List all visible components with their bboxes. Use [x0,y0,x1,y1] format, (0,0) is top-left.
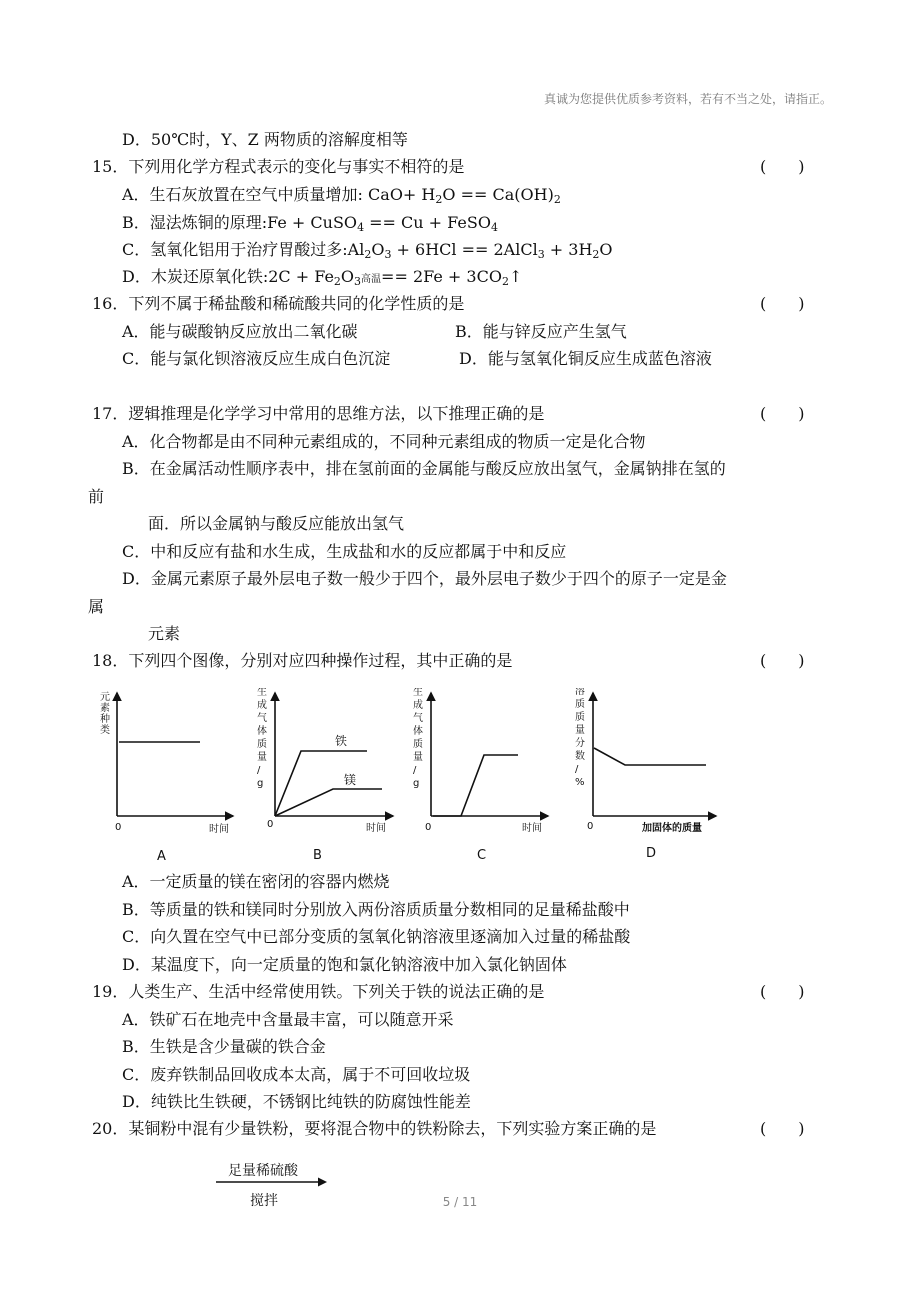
ylab-d-char: 量 [575,725,585,736]
q17-option-c: C．中和反应有盐和水生成，生成盐和水的反应都属于中和反应 [122,542,567,561]
q16-option-c: C．能与氯化钡溶液反应生成白色沉淀 [122,349,391,368]
q17-option-d: D．金属元素原子最外层电子数一般少于四个，最外层电子数少于四个的原子一定是金 [122,569,727,588]
q15-option-c: C．氢氧化铝用于治疗胃酸过多$:Al_2O_3 + 6HCl$ == 2AlCl$_3$ + $3H_2O$ [122,240,613,261]
graph-b-iron-label: 铁 [335,734,348,748]
q18-option-a: A．一定质量的镁在密闭的容器内燃烧 [122,872,390,891]
q16-stem: 16．下列不属于稀盐酸和稀硫酸共同的化学性质的是 [92,294,465,313]
graph-d-origin: 0 [587,821,594,832]
q20-answer-blank: ( ) [760,1119,805,1138]
q19-option-a: A．铁矿石在地壳中含量最丰富，可以随意开采 [122,1010,454,1029]
ylab-d-char: % [575,777,585,788]
ylab-c-char: 量 [413,752,423,763]
ylab-d-char: 质 [575,699,585,710]
q17-stem: 17．逻辑推理是化学学习中常用的思维方法，以下推理正确的是 [92,404,545,423]
q17-option-d-wrap: 属 [88,597,105,616]
graph-b-y-label [257,688,267,789]
ylab-d-char: / [575,764,579,775]
q19-option-c: C．废弃铁制品回收成本太高，属于不可回收垃圾 [122,1065,471,1084]
q16-option-b: B．能与锌反应产生氢气 [455,322,627,341]
graph-c-caption: C [477,848,487,863]
q18-option-d: D．某温度下，向一定质量的饱和氯化钠溶液中加入氯化钠固体 [122,955,567,974]
q20-reaction-arrow [214,1176,334,1188]
ylab-b-char: g [257,778,264,789]
graph-a-x-label: 时间 [209,824,229,835]
ylab-b-char: / [257,765,261,776]
q15-option-a: A．生石灰放置在空气中质量增加: $CaO+ H_2O == Ca(OH)_2$ [122,185,561,206]
q15-option-d: D．木炭还原氧化铁:2C + $Fe_2O_3$高温== $2Fe + 3CO_2↑$ [122,267,523,288]
q20-arrow-reagent: 足量稀硫酸 [228,1163,298,1179]
ylab-d-char: 溶 [575,688,585,697]
ylab-b-char: 质 [257,739,267,750]
graph-c-curve [433,755,518,816]
q17-option-b-cont: 面．所以金属钠与酸反应能放出氢气 [148,514,405,533]
ylab-c-char: / [413,765,417,776]
q18-answer-blank: ( ) [760,651,805,670]
q19-option-d: D．纯铁比生铁硬，不锈钢比纯铁的防腐蚀性能差 [122,1092,471,1111]
ylab-c-char: 成 [413,700,423,711]
q19-stem: 19．人类生产、生活中经常使用铁。下列关于铁的说法正确的是 [92,982,545,1001]
graph-c-y-label [413,688,423,789]
q17-answer-blank: ( ) [760,404,805,423]
graph-b-magnesium-label: 镁 [344,773,357,787]
ylab-d-char: 分 [575,738,585,749]
graph-a-origin: 0 [115,822,122,833]
ylab-c-char: 体 [413,726,423,737]
graph-b-magnesium-curve [275,789,382,816]
graph-d-curve [594,748,706,765]
ylab-b-char: 生 [257,688,267,698]
ylab-d-char: 质 [575,712,585,723]
graph-c-origin: 0 [425,822,432,833]
q20-arrow-condition: 搅拌 [250,1193,278,1209]
q16-option-d: D．能与氢氧化铜反应生成蓝色溶液 [459,349,712,368]
ylab-c-char: 气 [413,713,423,724]
ylab-a-char: 种 [100,714,110,725]
q16-answer-blank: ( ) [760,294,805,313]
graph-c-x-label: 时间 [522,823,542,834]
graph-a-caption: A [157,849,166,864]
ylab-b-char: 量 [257,752,267,763]
q15-stem: 15．下列用化学方程式表示的变化与事实不相符的是 [92,157,465,176]
page-header-note: 真诚为您提供优质参考资料，若有不当之处，请指正。 [543,92,832,106]
graph-d-x-label: 加固体的质量 [642,823,702,834]
q18-option-c: C．向久置在空气中已部分变质的氢氧化钠溶液里逐滴加入过量的稀盐酸 [122,927,631,946]
q20-stem: 20．某铜粉中混有少量铁粉，要将混合物中的铁粉除去，下列实验方案正确的是 [92,1119,657,1138]
graph-b-caption: B [313,848,322,863]
q15-option-b: B．湿法炼铜的原理:Fe + CuSO$_4$ == Cu + FeSO$_4$ [122,213,498,234]
ylab-c-char: 生 [413,688,423,698]
q17-option-d-cont: 元素 [148,624,181,643]
q18-graphs-svg [95,688,755,868]
q18-stem: 18．下列四个图像，分别对应四种操作过程，其中正确的是 [92,651,513,670]
page-number: 5 / 11 [442,1195,478,1209]
ylab-d-char: 数 [575,751,585,762]
ylab-b-char: 体 [257,726,267,737]
graph-d-caption: D [646,846,657,861]
ylab-b-char: 气 [257,713,267,724]
q16-option-a: A．能与碳酸钠反应放出二氧化碳 [122,322,358,341]
ylab-c-char: g [413,778,420,789]
q18-graphs [95,688,755,868]
ylab-b-char: 成 [257,700,267,711]
q17-option-a: A．化合物都是由不同种元素组成的，不同种元素组成的物质一定是化合物 [122,432,646,451]
q17-option-b-wrap: 前 [88,487,105,506]
ylab-a-char: 类 [100,725,110,736]
q18-option-b: B．等质量的铁和镁同时分别放入两份溶质质量分数相同的足量稀盐酸中 [122,900,630,919]
q19-option-b: B．生铁是含少量碳的铁合金 [122,1037,326,1056]
q14-option-d: D．50℃时，Y、Z 两物质的溶解度相等 [122,130,408,149]
graph-d-y-label [575,688,585,788]
ylab-a-char: 素 [100,703,110,714]
q19-answer-blank: ( ) [760,982,805,1001]
q17-option-b: B．在金属活动性顺序表中，排在氢前面的金属能与酸反应放出氢气，金属钠排在氢的 [122,459,726,478]
q15-answer-blank: ( ) [760,157,805,176]
graph-b-x-label: 时间 [366,823,386,834]
graph-b-origin: 0 [267,819,274,830]
ylab-c-char: 质 [413,739,423,750]
graph-a-y-label [100,691,110,736]
ylab-a-char: 元 [100,692,110,703]
